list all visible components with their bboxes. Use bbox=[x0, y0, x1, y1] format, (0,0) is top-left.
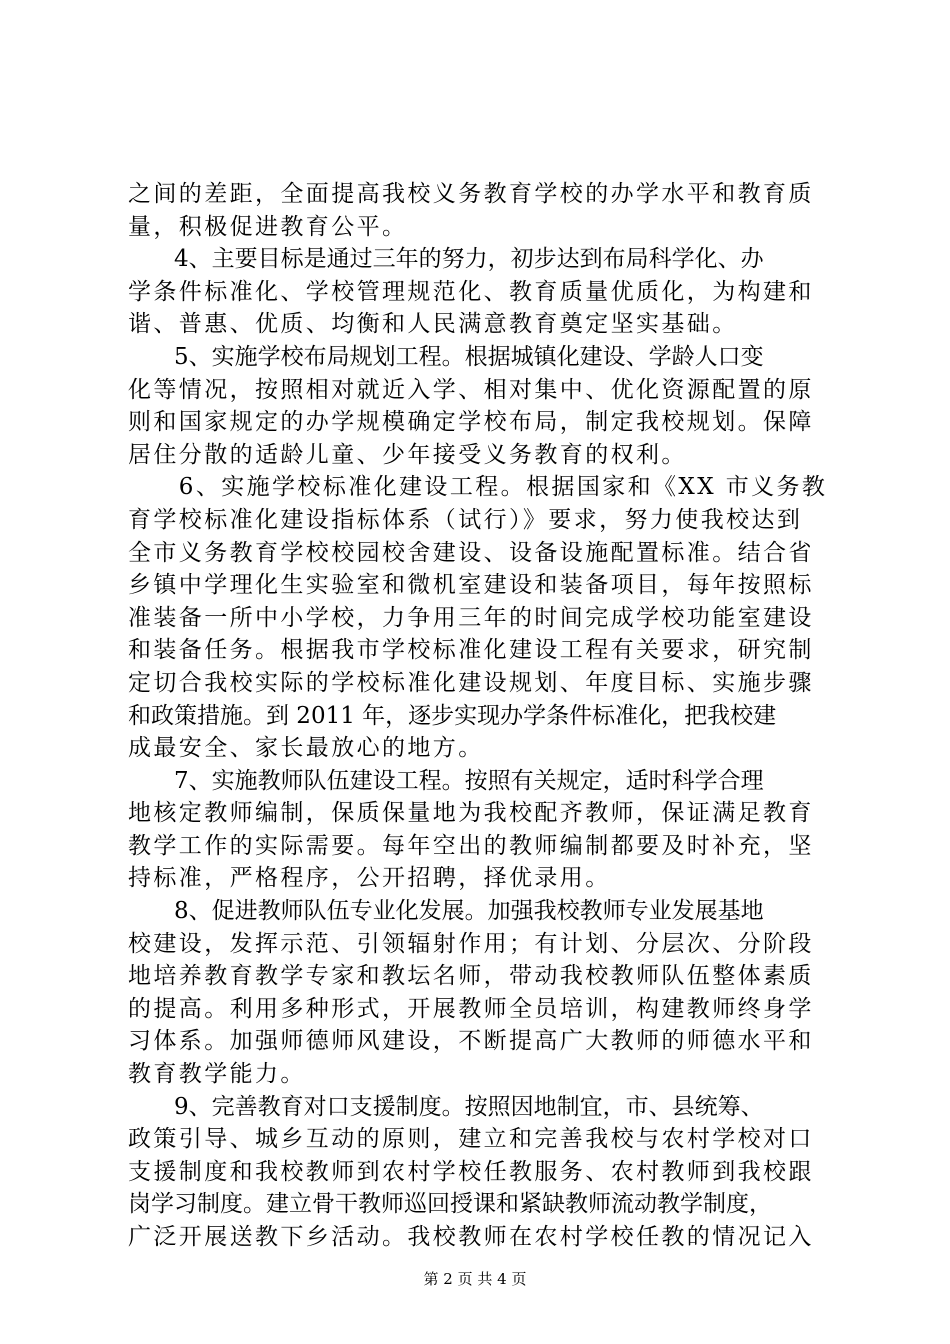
text-line: 校建设，发挥示范、引领辐射作用；有计划、分层次、分阶段 bbox=[128, 930, 814, 957]
text-line: 6、实施学校标准化建设工程。根据国家和《XX 市义务教 bbox=[128, 474, 828, 501]
text-line: 习体系。加强师德师风建设，不断提高广大教师的师德水平和 bbox=[128, 1028, 814, 1055]
text-line: 岗学习制度。建立骨干教师巡回授课和紧缺教师流动教学制度， bbox=[128, 1191, 772, 1218]
text-line: 地核定教师编制，保质保量地为我校配齐教师，保证满足教育 bbox=[128, 800, 814, 827]
text-line: 化等情况，按照相对就近入学、相对集中、优化资源配置的原 bbox=[128, 376, 814, 403]
text-line: 量，积极促进教育公平。 bbox=[128, 213, 408, 240]
text-line: 9、完善教育对口支援制度。按照因地制宜，市、县统筹、 bbox=[128, 1093, 764, 1120]
text-line: 和装备任务。根据我市学校标准化建设工程有关要求，研究制 bbox=[128, 637, 814, 664]
text-line: 4、主要目标是通过三年的努力，初步达到布局科学化、办 bbox=[128, 246, 764, 273]
text-line: 教学工作的实际需要。每年空出的教师编制都要及时补充，坚 bbox=[128, 832, 814, 859]
text-line: 育学校标准化建设指标体系（试行）》要求，努力使我校达到 bbox=[128, 506, 803, 533]
text-line: 支援制度和我校教师到农村学校任教服务、农村教师到我校跟 bbox=[128, 1158, 814, 1185]
text-line: 的提高。利用多种形式，开展教师全员培训，构建教师终身学 bbox=[128, 995, 814, 1022]
text-line: 广泛开展送教下乡活动。我校教师在农村学校任教的情况记入 bbox=[128, 1224, 814, 1250]
text-line: 准装备一所中小学校，力争用三年的时间完成学校功能室建设 bbox=[128, 604, 814, 631]
text-line: 乡镇中学理化生实验室和微机室建设和装备项目，每年按照标 bbox=[128, 572, 814, 599]
text-line: 8、促进教师队伍专业化发展。加强我校教师专业发展基地 bbox=[128, 898, 764, 925]
text-line: 教育教学能力。 bbox=[128, 1061, 306, 1088]
text-line: 地培养教育教学专家和教坛名师，带动我校教师队伍整体素质 bbox=[128, 963, 814, 990]
text-line: 则和国家规定的办学规模确定学校布局，制定我校规划。保障 bbox=[128, 409, 814, 436]
body-text bbox=[128, 178, 828, 1254]
text-line: 谐、普惠、优质、均衡和人民满意教育奠定坚实基础。 bbox=[128, 311, 738, 338]
text-line: 持标准，严格程序，公开招聘，择优录用。 bbox=[128, 865, 611, 892]
text-line: 之间的差距，全面提高我校义务教育学校的办学水平和教育质 bbox=[128, 181, 814, 207]
text-line: 和政策措施。到 2011 年，逐步实现办学条件标准化，把我校建 bbox=[128, 702, 777, 729]
text-line: 5、实施学校布局规划工程。根据城镇化建设、学龄人口变 bbox=[128, 343, 764, 370]
text-line: 政策引导、城乡互动的原则，建立和完善我校与农村学校对口 bbox=[128, 1126, 814, 1153]
page-footer: 第 2 页 共 4 页 bbox=[423, 1270, 527, 1288]
text-line: 全市义务教育学校校园校舍建设、设备设施配置标准。结合省 bbox=[128, 539, 814, 566]
text-line: 定切合我校实际的学校标准化建设规划、年度目标、实施步骤 bbox=[128, 669, 814, 696]
text-line: 居住分散的适龄儿童、少年接受义务教育的权利。 bbox=[128, 441, 687, 468]
text-line: 学条件标准化、学校管理规范化、教育质量优质化，为构建和 bbox=[128, 278, 814, 305]
text-line: 成最安全、家长最放心的地方。 bbox=[128, 735, 484, 762]
text-line: 7、实施教师队伍建设工程。按照有关规定，适时科学合理 bbox=[128, 767, 764, 794]
